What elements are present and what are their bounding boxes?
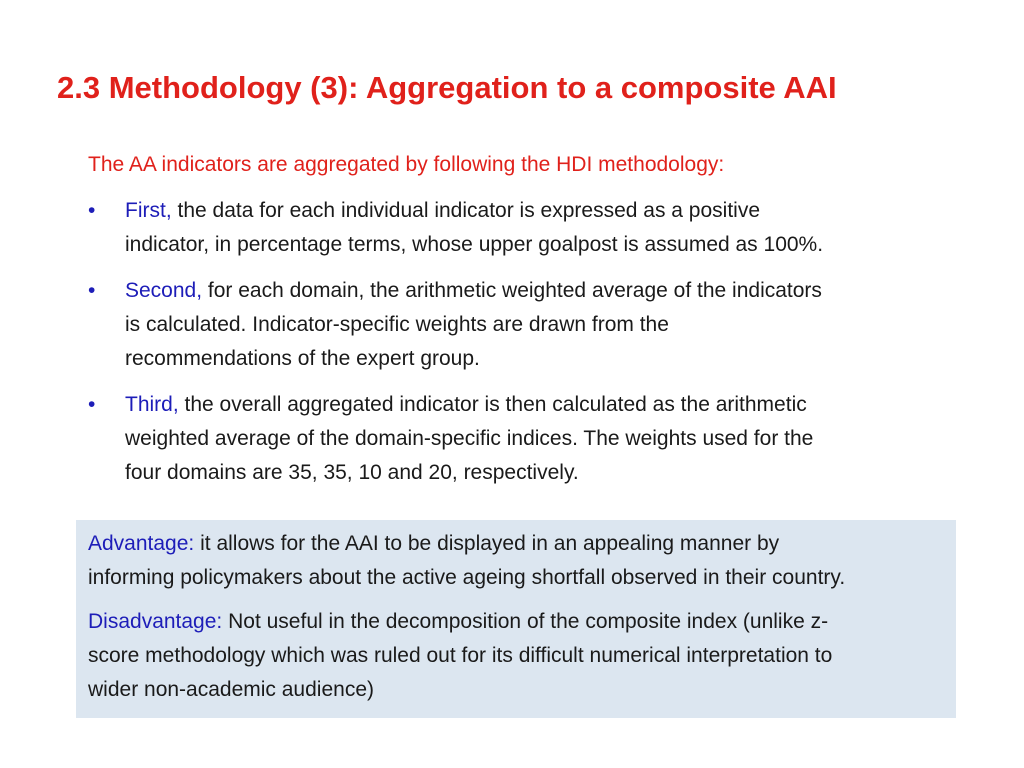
bullet-line xyxy=(125,194,938,228)
bullet-list xyxy=(88,194,938,490)
disadvantage-text: Not useful in the decomposition of the composite index (unlike z- xyxy=(228,610,829,633)
disadvantage-line: score methodology which was ruled out for its difficult numerical interpretation to xyxy=(88,644,833,667)
slide-body xyxy=(88,148,938,502)
bullet-lead: First, xyxy=(125,199,172,222)
bullet-symbol: • xyxy=(88,279,96,302)
bullet-line: four domains are 35, 35, 10 and 20, respectively. xyxy=(125,461,579,484)
disadvantage-lead: Disadvantage: xyxy=(88,610,223,633)
advantage-line: informing policymakers about the active ageing shortfall observed in their country. xyxy=(88,566,846,589)
bullet-line xyxy=(125,388,938,422)
bullet-item-second xyxy=(88,274,938,376)
advantage-text: it allows for the AAI to be displayed in an appealing manner by xyxy=(200,532,780,555)
disadvantage-paragraph xyxy=(88,605,944,707)
intro-text: The AA indicators are aggregated by following the HDI methodology: xyxy=(88,153,725,176)
bullet-item-third xyxy=(88,388,938,490)
bullet-lead: Second, xyxy=(125,279,203,302)
advantage-line xyxy=(88,527,944,561)
bullet-symbol: • xyxy=(88,393,96,416)
bullet-line: weighted average of the domain-specific indices. The weights used for the xyxy=(125,427,814,450)
disadvantage-line xyxy=(88,605,944,639)
bullet-text: the data for each individual indicator is expressed as a positive xyxy=(177,199,761,222)
slide-title: 2.3 Methodology (3): Aggregation to a composite AAI xyxy=(57,70,837,105)
bullet-text: for each domain, the arithmetic weighted average of the indicators xyxy=(207,279,822,302)
bullet-text: the overall aggregated indicator is then calculated as the arithmetic xyxy=(184,393,807,416)
summary-box xyxy=(76,520,956,718)
bullet-line: is calculated. Indicator-specific weights are drawn from the xyxy=(125,313,669,336)
bullet-line xyxy=(125,274,938,308)
disadvantage-line: wider non-academic audience) xyxy=(88,678,374,701)
bullet-lead: Third, xyxy=(125,393,179,416)
bullet-symbol: • xyxy=(88,199,96,222)
advantage-lead: Advantage: xyxy=(88,532,195,555)
advantage-paragraph xyxy=(88,527,944,595)
bullet-item-first xyxy=(88,194,938,262)
bullet-line: recommendations of the expert group. xyxy=(125,347,480,370)
bullet-line: indicator, in percentage terms, whose upper goalpost is assumed as 100%. xyxy=(125,233,824,256)
